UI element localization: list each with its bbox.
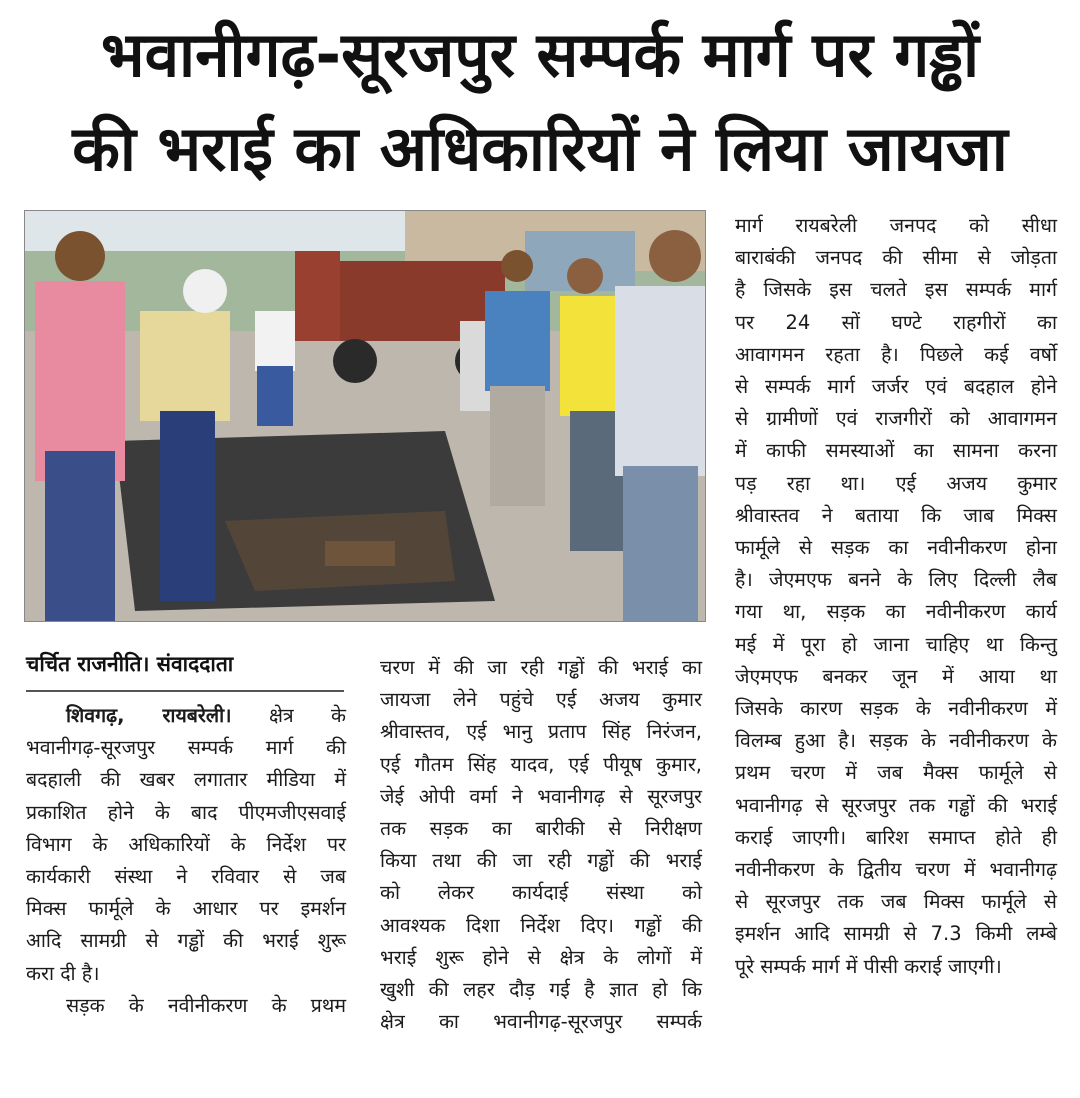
paragraph-line: जायजा लेने पहुंचे एई अजय कुमार [380, 688, 702, 712]
paragraph-line: बदहाली की खबर लगातार मीडिया में [26, 768, 346, 792]
paragraph-line: पर 24 सों घण्टे राहगीरों का [735, 310, 1057, 334]
paragraph-line: जिसके कारण सड़क के नवीनीकरण में [735, 697, 1057, 721]
paragraph-line: श्रीवास्तव, एई भानु प्रताप सिंह निरंजन, [380, 720, 702, 744]
paragraph-line: कार्यकारी संस्था ने रविवार से जब [26, 865, 346, 889]
news-photo [24, 210, 706, 622]
paragraph-line: से सूरजपुर तक जब मिक्स फार्मूले से [735, 890, 1057, 914]
paragraph-line: नवीनीकरण के द्वितीय चरण में भवानीगढ़ [735, 858, 1057, 882]
paragraph-line: विभाग के अधिकारियों के निर्देश पर [26, 832, 346, 856]
byline-divider [26, 690, 344, 692]
paragraph-line: भवानीगढ़-सूरजपुर सम्पर्क मार्ग की [26, 736, 346, 760]
paragraph-line: को लेकर कार्यदाई संस्था को [380, 881, 702, 905]
paragraph-line: में काफी समस्याओं का सामना करना [735, 439, 1057, 463]
paragraph-line: गया था, सड़क का नवीनीकरण कार्य [735, 600, 1057, 624]
paragraph-line: प्रथम चरण में जब मैक्स फार्मूले से [735, 761, 1057, 785]
dateline: शिवगढ़, रायबरेली। [66, 704, 232, 727]
byline: चर्चित राजनीति। संवाददाता [26, 652, 234, 676]
headline [10, 8, 1070, 196]
paragraph-line: मिक्स फार्मूले के आधार पर इमर्शन [26, 897, 346, 921]
paragraph-line: जेएमएफ बनकर जून में आया था [735, 664, 1057, 688]
paragraph-line: पूरे सम्पर्क मार्ग में पीसी कराई जाएगी। [735, 954, 1002, 978]
article-column-3 [735, 210, 1057, 983]
paragraph-line: से सम्पर्क मार्ग जर्जर एवं बदहाल होने [735, 375, 1057, 399]
paragraph-line: तक सड़क का बारीकी से निरीक्षण [380, 817, 702, 841]
paragraph-line: प्रकाशित होने के बाद पीएमजीएसवाई [26, 800, 346, 824]
paragraph-line: किया तथा की जा रही गड्ढों की भराई [380, 849, 702, 873]
headline-line-1: भवानीगढ़-सूरजपुर सम्पर्क मार्ग पर गड्ढों [100, 18, 980, 91]
article-column-2 [380, 652, 702, 1038]
paragraph-line: भराई शुरू होने से क्षेत्र के लोगों में [380, 945, 702, 969]
paragraph-line: शिवगढ़, रायबरेली। क्षेत्र के [66, 704, 347, 727]
paragraph-line: आवश्यक दिशा निर्देश दिए। गड्ढों की [380, 913, 702, 937]
paragraph-line: है जिसके इस चलते इस सम्पर्क मार्ग [735, 278, 1057, 302]
paragraph-line: श्रीवास्तव ने बताया कि जाब मिक्स [735, 503, 1057, 527]
paragraph-line: चरण में की जा रही गड्ढों की भराई का [380, 656, 702, 679]
paragraph-line: कराई जाएगी। बारिश समाप्त होते ही [735, 825, 1057, 849]
paragraph-line: आवागमन रहता है। पिछले कई वर्षो [735, 342, 1057, 366]
paragraph-line: विलम्ब हुआ है। सड़क के नवीनीकरण के [735, 729, 1057, 753]
paragraph-line: एई गौतम सिंह यादव, एई पीयूष कुमार, [380, 752, 702, 776]
paragraph-line: करा दी है। [26, 961, 100, 985]
paragraph-line: सड़क के नवीनीकरण के प्रथम [66, 993, 346, 1017]
paragraph-line: मई में पूरा हो जाना चाहिए था किन्तु [735, 632, 1057, 656]
paragraph-line: क्षेत्र का भवानीगढ़-सूरजपुर सम्पर्क [380, 1010, 702, 1034]
paragraph-line: जेई ओपी वर्मा ने भवानीगढ़ से सूरजपुर [380, 784, 702, 808]
paragraph-line: है। जेएमएफ बनने के लिए दिल्ली लैब [735, 568, 1057, 592]
paragraph-line: से ग्रामीणों एवं राजगीरों को आवागमन [735, 407, 1057, 431]
paragraph-line: मार्ग रायबरेली जनपद को सीधा [735, 214, 1057, 237]
headline-line-2: की भराई का अधिकारियों ने लिया जायजा [72, 112, 1008, 185]
paragraph-line: पड़ रहा था। एई अजय कुमार [735, 471, 1057, 495]
paragraph-line: भवानीगढ़ से सूरजपुर तक गड्ढों की भराई [735, 793, 1057, 817]
paragraph-line: खुशी की लहर दौड़ गई है ज्ञात हो कि [380, 978, 702, 1002]
paragraph-line: इमर्शन आदि सामग्री से 7.3 किमी लम्बे [735, 922, 1057, 946]
paragraph-line: बाराबंकी जनपद की सीमा से जोड़ता [735, 246, 1057, 270]
paragraph-line: फार्मूले से सड़क का नवीनीकरण होना [735, 536, 1057, 560]
paragraph-line: आदि सामग्री से गड्ढों की भराई शुरू [26, 929, 346, 953]
article-column-1 [26, 700, 346, 1022]
